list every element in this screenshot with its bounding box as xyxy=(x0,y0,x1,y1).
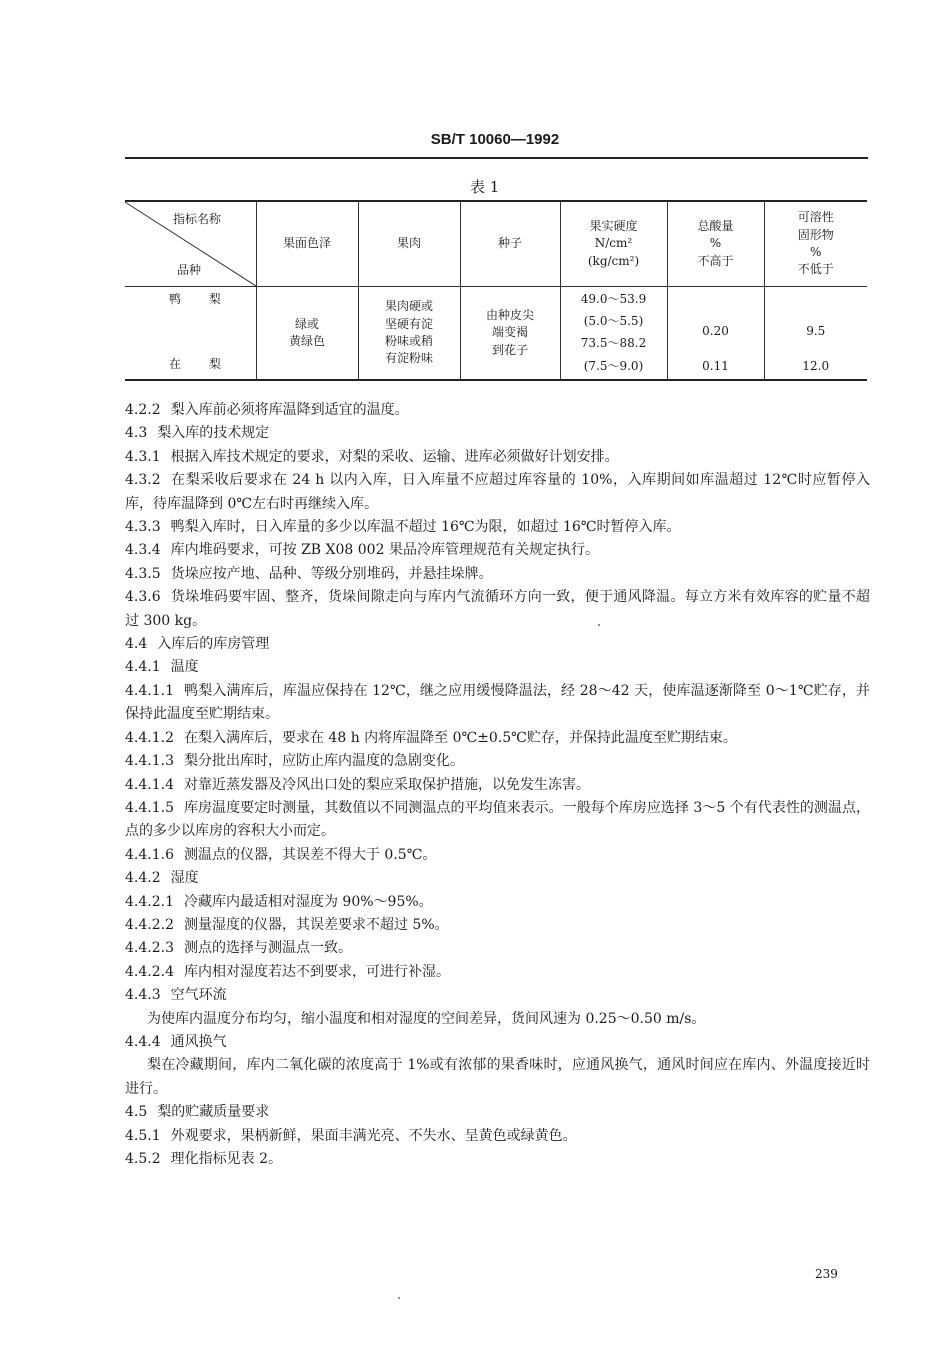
section-number: 4.3 xyxy=(125,425,148,442)
header-solids-limit: 不低于 xyxy=(797,262,834,277)
section-paragraph xyxy=(125,961,870,984)
section-number: 4.3.1 xyxy=(125,448,161,465)
header-hardness-line: 果实硬度 xyxy=(589,218,638,233)
header-flesh: 果肉 xyxy=(358,201,460,287)
section-paragraph xyxy=(125,422,870,445)
section-text: 库内堆码要求，可按 ZB X08 002 果品冷库管理规范有关规定执行。 xyxy=(170,542,599,559)
section-paragraph xyxy=(125,586,870,633)
section-number: 4.3.5 xyxy=(125,565,161,582)
flesh-value-line: 有淀粉味 xyxy=(384,351,433,366)
section-paragraph xyxy=(125,750,870,773)
header-hardness-unit: N/cm² xyxy=(594,236,633,251)
table-header-row xyxy=(125,201,867,287)
corner-cell xyxy=(125,201,256,287)
scan-speck xyxy=(398,1297,400,1299)
section-text: 对靠近蒸发器及冷风出口处的梨应采取保护措施，以免发生冻害。 xyxy=(183,776,590,793)
section-text: 为使库内温度分布均匀，缩小温度和相对湿度的空间差异，货间风速为 0.25～0.50 m/s。 xyxy=(147,1010,706,1027)
section-paragraph xyxy=(125,797,870,844)
table-body-row xyxy=(125,287,867,381)
page-number: 239 xyxy=(815,1267,838,1281)
section-paragraph xyxy=(125,867,870,890)
header-rule xyxy=(125,157,868,159)
table-caption: 表 1 xyxy=(470,178,500,196)
scan-speck xyxy=(598,624,600,626)
acid-value-yali: 0.20 xyxy=(702,324,729,338)
section-number: 4.3.6 xyxy=(125,589,161,606)
section-paragraph xyxy=(125,774,870,797)
section-paragraph xyxy=(125,1054,870,1101)
solids-value-cell xyxy=(764,287,867,381)
body-text xyxy=(125,399,870,1171)
section-paragraph xyxy=(125,539,870,562)
section-number: 4.4.2.4 xyxy=(125,963,174,980)
section-number: 4.3.3 xyxy=(125,519,161,536)
section-paragraph xyxy=(125,399,870,422)
solids-value-zaili: 12.0 xyxy=(802,359,830,373)
section-paragraph xyxy=(125,633,870,656)
header-color: 果面色泽 xyxy=(256,201,358,287)
variety-cell xyxy=(125,287,256,381)
section-paragraph xyxy=(125,1125,870,1148)
section-number: 4.4.4 xyxy=(125,1033,161,1050)
section-number: 4.3.4 xyxy=(125,542,161,559)
section-number: 4.4 xyxy=(125,636,148,653)
header-hardness xyxy=(560,201,667,287)
section-paragraph xyxy=(125,516,870,539)
section-number: 4.4.1.5 xyxy=(125,799,174,816)
acid-value-cell xyxy=(667,287,764,381)
corner-top-label: 指标名称 xyxy=(173,212,222,226)
section-paragraph xyxy=(125,656,870,679)
section-number: 4.4.2.3 xyxy=(125,940,174,957)
hardness-value: (7.5～9.0) xyxy=(583,358,644,373)
section-paragraph xyxy=(125,1008,870,1031)
section-text: 鸭梨入库时，日入库量的多少以库温不超过 16℃为限，如超过 16℃时暂停入库。 xyxy=(170,519,681,536)
section-number: 4.4.3 xyxy=(125,987,161,1004)
section-text: 入库后的库房管理 xyxy=(157,636,270,653)
section-text: 库内相对湿度若达不到要求，可进行补湿。 xyxy=(183,963,450,980)
section-number: 4.4.2.2 xyxy=(125,916,174,933)
section-paragraph xyxy=(125,844,870,867)
section-paragraph xyxy=(125,469,870,516)
seed-value-line: 到花子 xyxy=(491,342,528,357)
variety-zaili: 在 梨 xyxy=(169,357,233,371)
section-paragraph xyxy=(125,937,870,960)
hardness-value: (5.0～5.5) xyxy=(583,314,644,329)
section-text: 测温点的仪器，其误差不得大于 0.5℃。 xyxy=(183,846,437,863)
section-text: 在梨入满库后，要求在 48 h 内将库温降至 0℃±0.5℃贮存，并保持此温度至贮期结束。 xyxy=(183,729,737,746)
section-number: 4.4.1.2 xyxy=(125,729,174,746)
color-value-cell xyxy=(256,287,358,381)
header-solids-unit: % xyxy=(810,245,822,259)
color-value-line: 绿或 xyxy=(294,316,319,331)
section-text: 在梨采收后要求在 24 h 以内入库，日入库量不应超过库容量的 10%，入库期间如库温超过 12℃时应暂停入库，待库温降到 0℃左右时再继续入库。 xyxy=(125,472,870,512)
hardness-value: 49.0～53.9 xyxy=(580,292,647,306)
hardness-value-cell xyxy=(560,287,667,381)
section-paragraph xyxy=(125,680,870,727)
seed-value-line: 端变褐 xyxy=(491,325,528,340)
section-text: 湿度 xyxy=(170,870,199,887)
section-text: 货垛堆码要牢固、整齐，货垛间隙走向与库内气流循环方向一致，便于通风降温。每立方米有效库容的贮量不超过 300 kg。 xyxy=(125,589,870,629)
header-acid-line: 总酸量 xyxy=(697,218,734,233)
flesh-value-cell xyxy=(358,287,460,381)
section-number: 4.4.2 xyxy=(125,870,161,887)
section-text: 测点的选择与测温点一致。 xyxy=(183,940,352,957)
section-text: 梨入库前必须将库温降到适宜的温度。 xyxy=(170,402,409,418)
section-number: 4.4.1.1 xyxy=(125,682,174,699)
flesh-value-line: 粉味或稍 xyxy=(384,334,433,348)
section-text: 冷藏库内最适相对湿度为 90%～95%。 xyxy=(183,893,433,910)
section-paragraph xyxy=(125,446,870,469)
section-text: 货垛应按产地、品种、等级分别堆码，并悬挂垛牌。 xyxy=(170,565,493,582)
header-acid-limit: 不高于 xyxy=(697,253,734,268)
section-number: 4.4.1.4 xyxy=(125,776,174,793)
section-text: 梨在冷藏期间，库内二氧化碳的浓度高于 1%或有浓郁的果香味时，应通风换气，通风时间应在库内、外温度接近时进行。 xyxy=(125,1057,870,1097)
section-text: 库房温度要定时测量，其数值以不同测温点的平均值来表示。一般每个库房应选择 3～5 个有代表性的测温点，点的多少以库房的容积大小而定。 xyxy=(125,799,870,840)
section-paragraph xyxy=(125,891,870,914)
section-paragraph xyxy=(125,914,870,937)
section-text: 根据入库技术规定的要求，对梨的采收、运输、进库必须做好计划安排。 xyxy=(170,448,619,465)
section-text: 梨的贮藏质量要求 xyxy=(157,1104,270,1121)
section-paragraph xyxy=(125,1148,870,1171)
header-solids-line1: 可溶性 xyxy=(797,210,834,225)
section-paragraph xyxy=(125,1031,870,1054)
seed-value-cell xyxy=(460,287,560,381)
standard-code: SB/T 10060—1992 xyxy=(430,131,560,148)
header-solids xyxy=(764,201,867,287)
section-number: 4.4.2.1 xyxy=(125,893,174,910)
variety-yali: 鸭 梨 xyxy=(169,292,233,306)
section-number: 4.4.1 xyxy=(125,659,161,676)
hardness-value: 73.5～88.2 xyxy=(580,336,647,351)
color-value-line: 黄绿色 xyxy=(288,334,325,348)
section-paragraph xyxy=(125,1101,870,1124)
section-text: 鸭梨入满库后，库温应保持在 12℃，继之应用缓慢降温法，经 28～42 天，使库温逐渐降至 0～1℃贮存，并保持此温度至贮期结束。 xyxy=(125,682,870,723)
section-number: 4.4.1.6 xyxy=(125,846,174,863)
section-text: 通风换气 xyxy=(170,1033,227,1050)
section-paragraph xyxy=(125,727,870,750)
acid-value-zaili: 0.11 xyxy=(702,359,729,373)
section-text: 外观要求，果柄新鲜，果面丰满光亮、不失水、呈黄色或绿黄色。 xyxy=(170,1127,577,1144)
section-text: 测量湿度的仪器，其误差要求不超过 5%。 xyxy=(183,916,449,933)
section-number: 4.5.1 xyxy=(125,1127,161,1144)
header-acid-unit: % xyxy=(709,236,722,251)
section-number: 4.2.2 xyxy=(125,402,161,418)
section-number: 4.5 xyxy=(125,1104,148,1121)
section-number: 4.5.2 xyxy=(125,1151,161,1167)
section-paragraph xyxy=(125,563,870,586)
section-number: 4.4.1.3 xyxy=(125,753,174,770)
section-text: 空气环流 xyxy=(170,987,227,1004)
flesh-value-line: 果肉硬或 xyxy=(384,299,433,314)
section-text: 梨分批出库时，应防止库内温度的急剧变化。 xyxy=(183,753,464,770)
header-solids-line2: 固形物 xyxy=(797,227,834,242)
header-seed: 种子 xyxy=(460,201,560,287)
section-text: 理化指标见表 2。 xyxy=(170,1151,282,1167)
table-1 xyxy=(125,200,867,381)
section-text: 梨入库的技术规定 xyxy=(157,425,270,442)
section-paragraph xyxy=(125,984,870,1007)
section-text: 温度 xyxy=(170,659,199,676)
header-hardness-unit-alt: (kg/cm²) xyxy=(587,253,640,268)
header-acid xyxy=(667,201,764,287)
corner-bottom-label: 品种 xyxy=(177,263,202,277)
flesh-value-line: 坚硬有淀 xyxy=(384,316,433,331)
section-number: 4.3.2 xyxy=(125,472,161,489)
solids-value-yali: 9.5 xyxy=(806,324,826,338)
seed-value-line: 由种皮尖 xyxy=(485,307,534,322)
